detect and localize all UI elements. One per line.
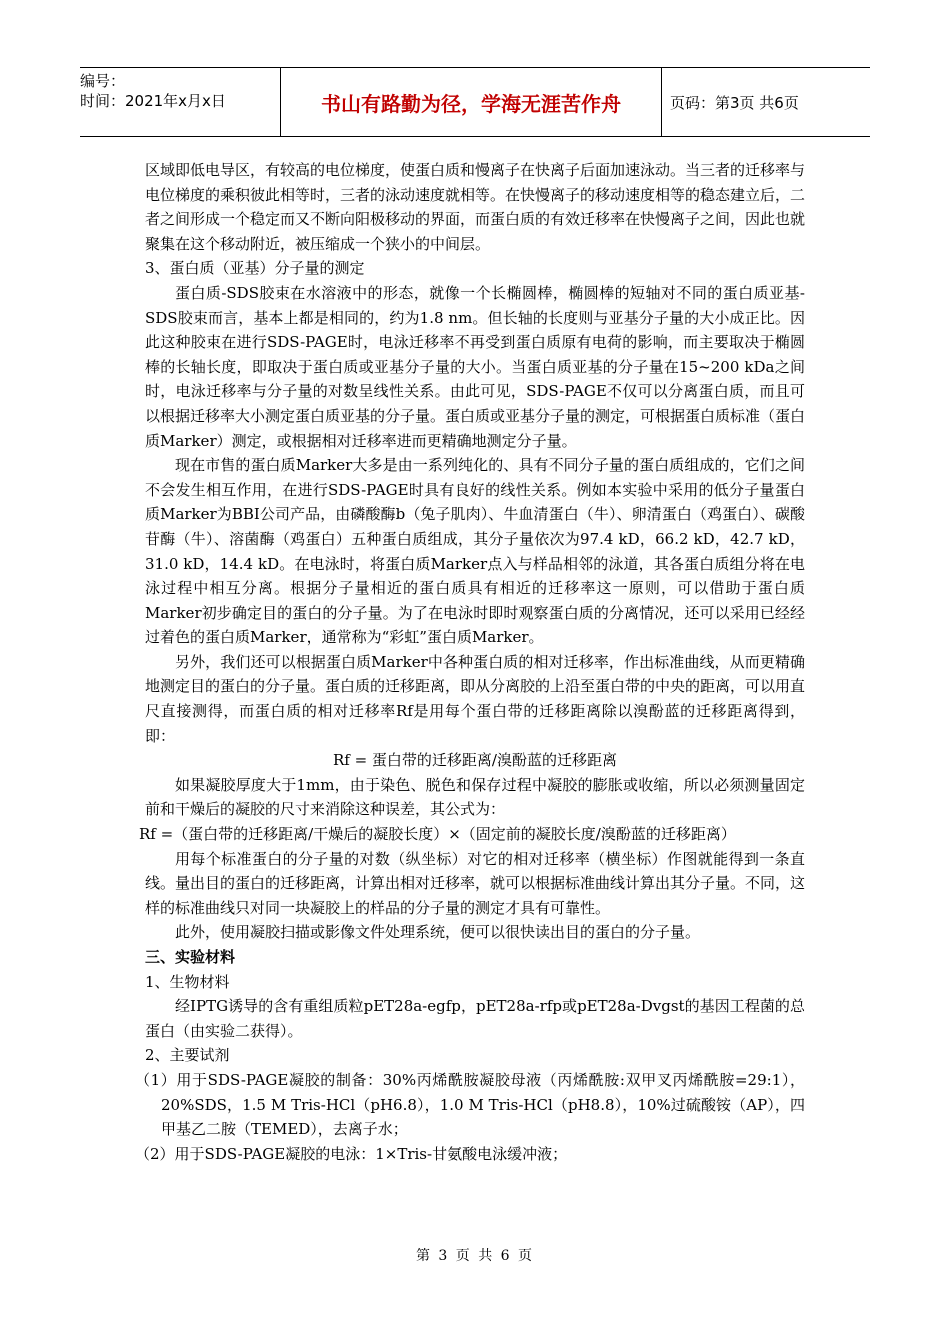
subsection-heading: 2、主要试剂 [145,1046,230,1065]
paragraph: 蛋白质-SDS胶束在水溶液中的形态，就像一个长椭圆棒，椭圆棒的短轴对不同的蛋白质亚基-SDS胶束而言，基本上都是相同的，约为1.8 nm。但长轴的长度则与亚基分子量的大小成正比。因此这种胶束在进行SDS-PAGE时，电泳迁移率不再受到蛋白质原有电荷的影响，而主要取决于椭圆棒的长轴长度，即取决于蛋白质或亚基分子量的大小。当蛋白质亚基的分子量在15~200 kDa之间时，电泳迁移率与分子量的对数呈线性关系。由此可见，SDS-PAGE不仅可以分离蛋白质，而且可以根据迁移率大小测定蛋白质亚基的分子量。蛋白质或亚基分子量的测定，可根据蛋白质标准（蛋白质Marker）测定，或根据相对迁移率进而更精确地测定分子量。 [145,283,806,450]
paragraph: 现在市售的蛋白质Marker大多是由一系列纯化的、具有不同分子量的蛋白质组成的，它们之间不会发生相互作用，在进行SDS-PAGE时具有良好的线性关系。例如本实验中采用的低分子量蛋白质Marker为BBI公司产品，由磷酸酶b（兔子肌肉）、牛血清蛋白（牛）、卵清蛋白（鸡蛋白）、碳酸苷酶（牛）、溶菌酶（鸡蛋白）五种蛋白质组成，其分子量依次为97.4 kD，66.2 kD，42.7 kD，31.0 kD，14.4 kD。在电泳时，将蛋白质Marker点入与样品相邻的泳道，其各蛋白质组分将在电泳过程中相互分离。根据分子量相近的蛋白质具有相近的迁移率这一原则，可以借助于蛋白质Marker初步确定目的蛋白的分子量。为了在电泳时即时观察蛋白质的分离情况，还可以采用已经经过着色的蛋白质Marker，通常称为“彩虹”蛋白质Marker。 [145,456,805,647]
paragraph: 此外，使用凝胶扫描或影像文件处理系统，便可以很快读出目的蛋白的分子量。 [175,923,701,942]
header-page-info: 页码：第3页 共6页 [670,93,799,112]
number-label: 编号： [80,72,126,90]
list-item: （2）用于SDS-PAGE凝胶的电泳：1×Tris-甘氨酸电泳缓冲液； [135,1144,568,1163]
formula: Rf = 蛋白带的迁移距离/溴酚蓝的迁移距离 [332,751,617,770]
subsection-heading: 1、生物材料 [145,972,230,991]
document-body [135,158,806,1166]
header-motto: 书山有路勤为径，学海无涯苦作舟 [281,68,662,136]
list-item: （1）用于SDS-PAGE凝胶的制备：30%丙烯酰胺凝胶母液（丙烯酰胺:双甲叉丙烯酰胺=29:1），20%SDS，1.5 M Tris-HCl（pH6.8），1.0 M Tris-HCl（pH8.8），10%过硫酸铵（AP），四甲基乙二胺（TEMED），去离子水； [135,1070,805,1139]
section-heading: 三、实验材料 [145,948,236,966]
paragraph: 用每个标准蛋白的分子量的对数（纵坐标）对它的相对迁移率（横坐标）作图就能得到一条直线。量出目的蛋白的迁移距离，计算出相对迁移率，就可以根据标准曲线计算出其分子量。不同，这样的标准曲线只对同一块凝胶上的样品的分子量的测定才具有可靠性。 [145,849,806,917]
header-meta [80,68,281,136]
formula: Rf =（蛋白带的迁移距离/干燥后的凝胶长度）×（固定前的凝胶长度/溴酚蓝的迁移距离） [139,825,736,844]
time-label: 时间：2021年x月x日 [80,92,226,110]
paragraph: 另外，我们还可以根据蛋白质Marker中各种蛋白质的相对迁移率，作出标准曲线，从而更精确地测定目的蛋白的分子量。蛋白质的迁移距离，即从分离胶的上沿至蛋白带的中央的距离，可以用直尺直接测得，而蛋白质的相对迁移率Rf是用每个蛋白带的迁移距离除以溴酚蓝的迁移距离得到，即： [145,652,806,745]
section-heading: 3、蛋白质（亚基）分子量的测定 [145,259,365,278]
paragraph: 区域即低电导区，有较高的电位梯度，使蛋白质和慢离子在快离子后面加速泳动。当三者的迁移率与电位梯度的乘积彼此相等时，三者的泳动速度就相等。在快慢离子的移动速度相等的稳态建立后，二者之间形成一个稳定而又不断向阳极移动的界面，而蛋白质的有效迁移率在快慢离子之间，因此也就聚集在这个移动附近，被压缩成一个狭小的中间层。 [145,161,806,253]
page-header [80,67,870,137]
page-footer: 第 3 页 共 6 页 [415,1248,535,1264]
paragraph: 如果凝胶厚度大于1mm，由于染色、脱色和保存过程中凝胶的膨胀或收缩，所以必须测量固定前和干燥后的凝胶的尺寸来消除这种误差，其公式为： [145,775,805,819]
paragraph: 经IPTG诱导的含有重组质粒pET28a-egfp，pET28a-rfp或pET28a-Dvgst的基因工程菌的总蛋白（由实验二获得）。 [145,997,805,1040]
